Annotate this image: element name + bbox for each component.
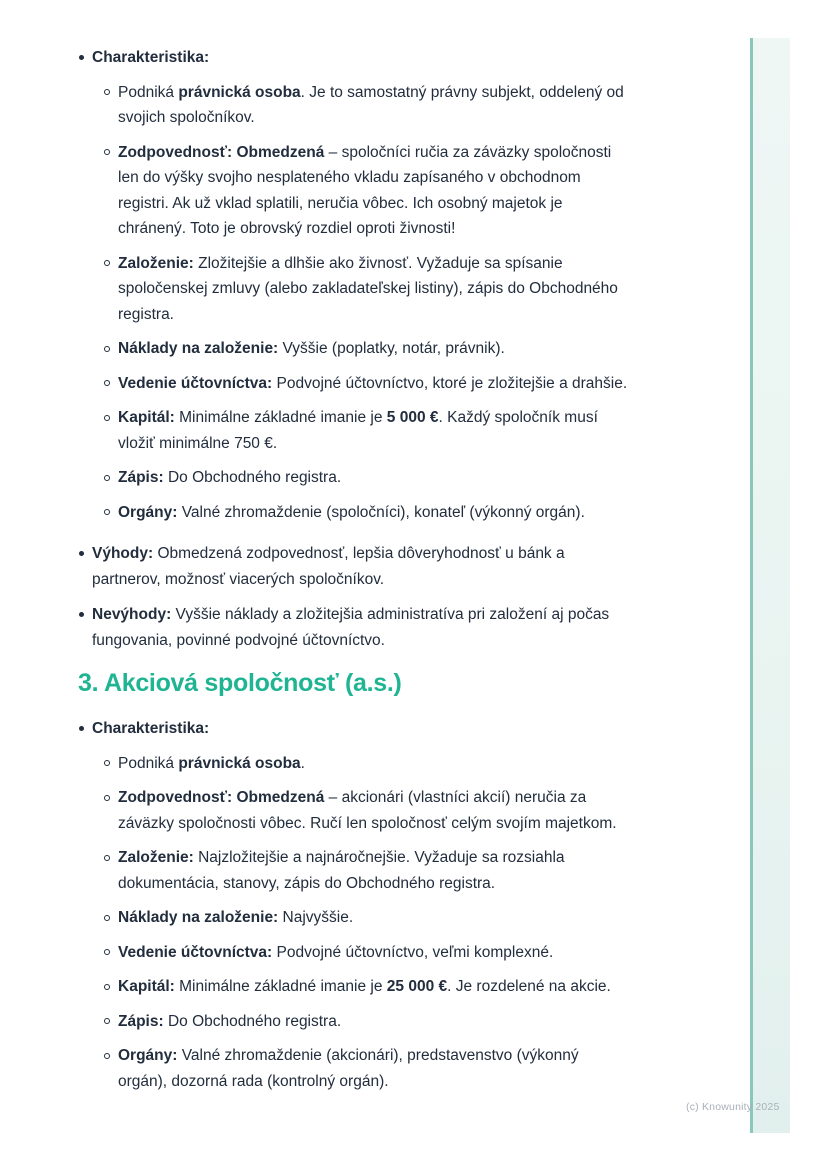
list-item xyxy=(103,940,630,966)
list-item-text xyxy=(92,541,630,592)
page-edge-strip xyxy=(750,38,790,1133)
list-item-text xyxy=(118,500,630,526)
text-run: . xyxy=(300,754,305,772)
bold-text-run: 5 000 € xyxy=(386,409,439,426)
list-item-text xyxy=(118,336,630,362)
text-run: Najvyššie. xyxy=(278,909,354,926)
bold-text-run: Náklady na založenie: xyxy=(118,909,279,926)
circle-bullet-icon xyxy=(103,80,113,106)
list-item-text xyxy=(118,940,630,966)
list-item xyxy=(103,80,630,131)
text-run: Do Obchodného registra. xyxy=(163,469,342,486)
text-run: . Je rozdelené na akcie. xyxy=(447,978,611,995)
circle-bullet-icon xyxy=(103,785,113,811)
text-run: Podvojné účtovníctvo, veľmi komplexné. xyxy=(272,943,554,961)
bold-text-run: Výhody: xyxy=(92,545,154,562)
text-run: Minimálne základné imanie je xyxy=(174,978,387,995)
bold-text-run: Založenie: xyxy=(118,849,194,866)
section-heading: 3. Akciová spoločnosť (a.s.) xyxy=(78,669,402,697)
circle-bullet-icon xyxy=(103,751,113,777)
list-item-text xyxy=(118,1043,630,1094)
disc-bullet-icon xyxy=(78,716,88,742)
bold-text-run: právnická osoba xyxy=(178,754,301,772)
list-item xyxy=(78,602,630,653)
bold-text-run: Zodpovednosť: Obmedzená xyxy=(118,143,325,161)
circle-bullet-icon xyxy=(103,940,113,966)
circle-bullet-icon xyxy=(103,465,113,491)
list-item xyxy=(103,465,630,491)
text-run: Valné zhromaždenie (akcionári), predstavenstvo (výkonný orgán), dozorná rada (kontrolný orgán). xyxy=(118,1047,579,1090)
list-item-text xyxy=(118,974,630,1000)
text-run: Obmedzená zodpovednosť, lepšia dôveryhodnosť u bánk a partnerov, možnosť viacerých spoločníkov. xyxy=(92,545,565,588)
bold-text-run: Charakteristika: xyxy=(92,720,210,737)
circle-bullet-icon xyxy=(103,905,113,931)
list-item-text xyxy=(118,1009,630,1035)
text-run: Vyššie náklady a zložitejšia administratíva pri založení aj počas fungovania, povinné podvojné účtovníctvo. xyxy=(92,606,610,649)
list-item xyxy=(78,45,630,525)
text-run: Najzložitejšie a najnáročnejšie. Vyžaduje sa rozsiahla dokumentácia, stanovy, zápis do Obchodného registra. xyxy=(118,849,565,892)
list-item xyxy=(103,405,630,456)
circle-bullet-icon xyxy=(103,405,113,431)
circle-bullet-icon xyxy=(103,1043,113,1069)
list-item xyxy=(103,845,630,896)
text-run: Do Obchodného registra. xyxy=(163,1012,342,1030)
list-item-text xyxy=(118,905,630,931)
text-run: Valné zhromaždenie (spoločníci), konateľ (výkonný orgán). xyxy=(177,503,585,521)
bullet-list xyxy=(78,716,630,1094)
list-item-text xyxy=(118,371,630,397)
list-item xyxy=(78,716,630,1094)
bold-text-run: Vedenie účtovníctva: xyxy=(118,374,273,392)
circle-bullet-icon xyxy=(103,371,113,397)
bullet-list xyxy=(78,45,630,653)
text-run: Podniká xyxy=(118,83,179,101)
list-item xyxy=(103,1009,630,1035)
list-item-text xyxy=(118,405,630,456)
disc-bullet-icon xyxy=(78,541,88,567)
bold-text-run: Náklady na založenie: xyxy=(118,340,279,357)
circle-bullet-icon xyxy=(103,845,113,871)
circle-bullet-icon xyxy=(103,251,113,277)
circle-bullet-icon xyxy=(103,974,113,1000)
list-item xyxy=(103,371,630,397)
list-item xyxy=(103,251,630,328)
list-item-text xyxy=(92,602,630,653)
list-item-text xyxy=(92,45,630,71)
list-item xyxy=(103,974,630,1000)
bold-text-run: 25 000 € xyxy=(386,978,448,995)
disc-bullet-icon xyxy=(78,45,88,71)
circle-bullet-icon xyxy=(103,140,113,166)
list-item-text xyxy=(118,140,630,242)
list-item xyxy=(78,541,630,592)
copyright-footer: (c) Knowunity 2025 xyxy=(686,1101,780,1113)
bold-text-run: Kapitál: xyxy=(118,409,175,426)
disc-bullet-icon xyxy=(78,602,88,628)
bold-text-run: Zápis: xyxy=(118,1012,164,1030)
text-run: Minimálne základné imanie je xyxy=(174,409,387,426)
list-item-text xyxy=(118,751,630,777)
bold-text-run: Nevýhody: xyxy=(92,606,172,623)
list-item xyxy=(103,140,630,242)
bold-text-run: Charakteristika: xyxy=(92,49,210,66)
bold-text-run: Zápis: xyxy=(118,469,164,486)
circle-bullet-icon xyxy=(103,500,113,526)
list-item-text xyxy=(118,251,630,328)
document-content xyxy=(78,45,630,1110)
circle-bullet-icon xyxy=(103,1009,113,1035)
list-item-text xyxy=(118,845,630,896)
circle-bullet-icon xyxy=(103,336,113,362)
text-run: – spoločníci ručia za záväzky spoločnosti len do výšky svojho nesplateného vkladu zapísaného v obchodnom registri. Ak už vklad splatili, neručia vôbec. Ich osobný majetok je chránený. Toto je obrovský rozdiel oproti živnosti! xyxy=(118,143,612,237)
sub-bullet-list xyxy=(103,80,630,526)
list-item-text xyxy=(92,716,630,742)
text-run: Vyššie (poplatky, notár, právnik). xyxy=(278,340,505,357)
text-run: . Každý spoločník musí vložiť minimálne 750 €. xyxy=(118,409,598,452)
bold-text-run: Zodpovednosť: Obmedzená xyxy=(118,789,325,806)
text-run: – akcionári (vlastníci akcií) neručia za záväzky spoločnosti vôbec. Ručí len spoločnosť celým svojím majetkom. xyxy=(118,789,617,832)
bold-text-run: Orgány: xyxy=(118,503,178,521)
bold-text-run: Vedenie účtovníctva: xyxy=(118,943,273,961)
text-run: Podniká xyxy=(118,754,179,772)
text-run: Zložitejšie a dlhšie ako živnosť. Vyžaduje sa spísanie spoločenskej zmluvy (alebo zakladateľskej listiny), zápis do Obchodného registra. xyxy=(118,254,618,323)
list-item xyxy=(103,905,630,931)
list-item xyxy=(103,336,630,362)
list-item-text xyxy=(118,465,630,491)
list-item xyxy=(103,500,630,526)
list-item-text xyxy=(118,80,630,131)
text-run: . Je to samostatný právny subjekt, oddelený od svojich spoločníkov. xyxy=(118,83,624,126)
list-item xyxy=(103,751,630,777)
bold-text-run: Založenie: xyxy=(118,254,194,272)
bold-text-run: právnická osoba xyxy=(178,83,301,101)
list-item-text xyxy=(118,785,630,836)
bold-text-run: Orgány: xyxy=(118,1047,178,1064)
text-run: Podvojné účtovníctvo, ktoré je zložitejšie a drahšie. xyxy=(272,374,628,392)
list-item xyxy=(103,785,630,836)
list-item xyxy=(103,1043,630,1094)
sub-bullet-list xyxy=(103,751,630,1095)
bold-text-run: Kapitál: xyxy=(118,978,175,995)
